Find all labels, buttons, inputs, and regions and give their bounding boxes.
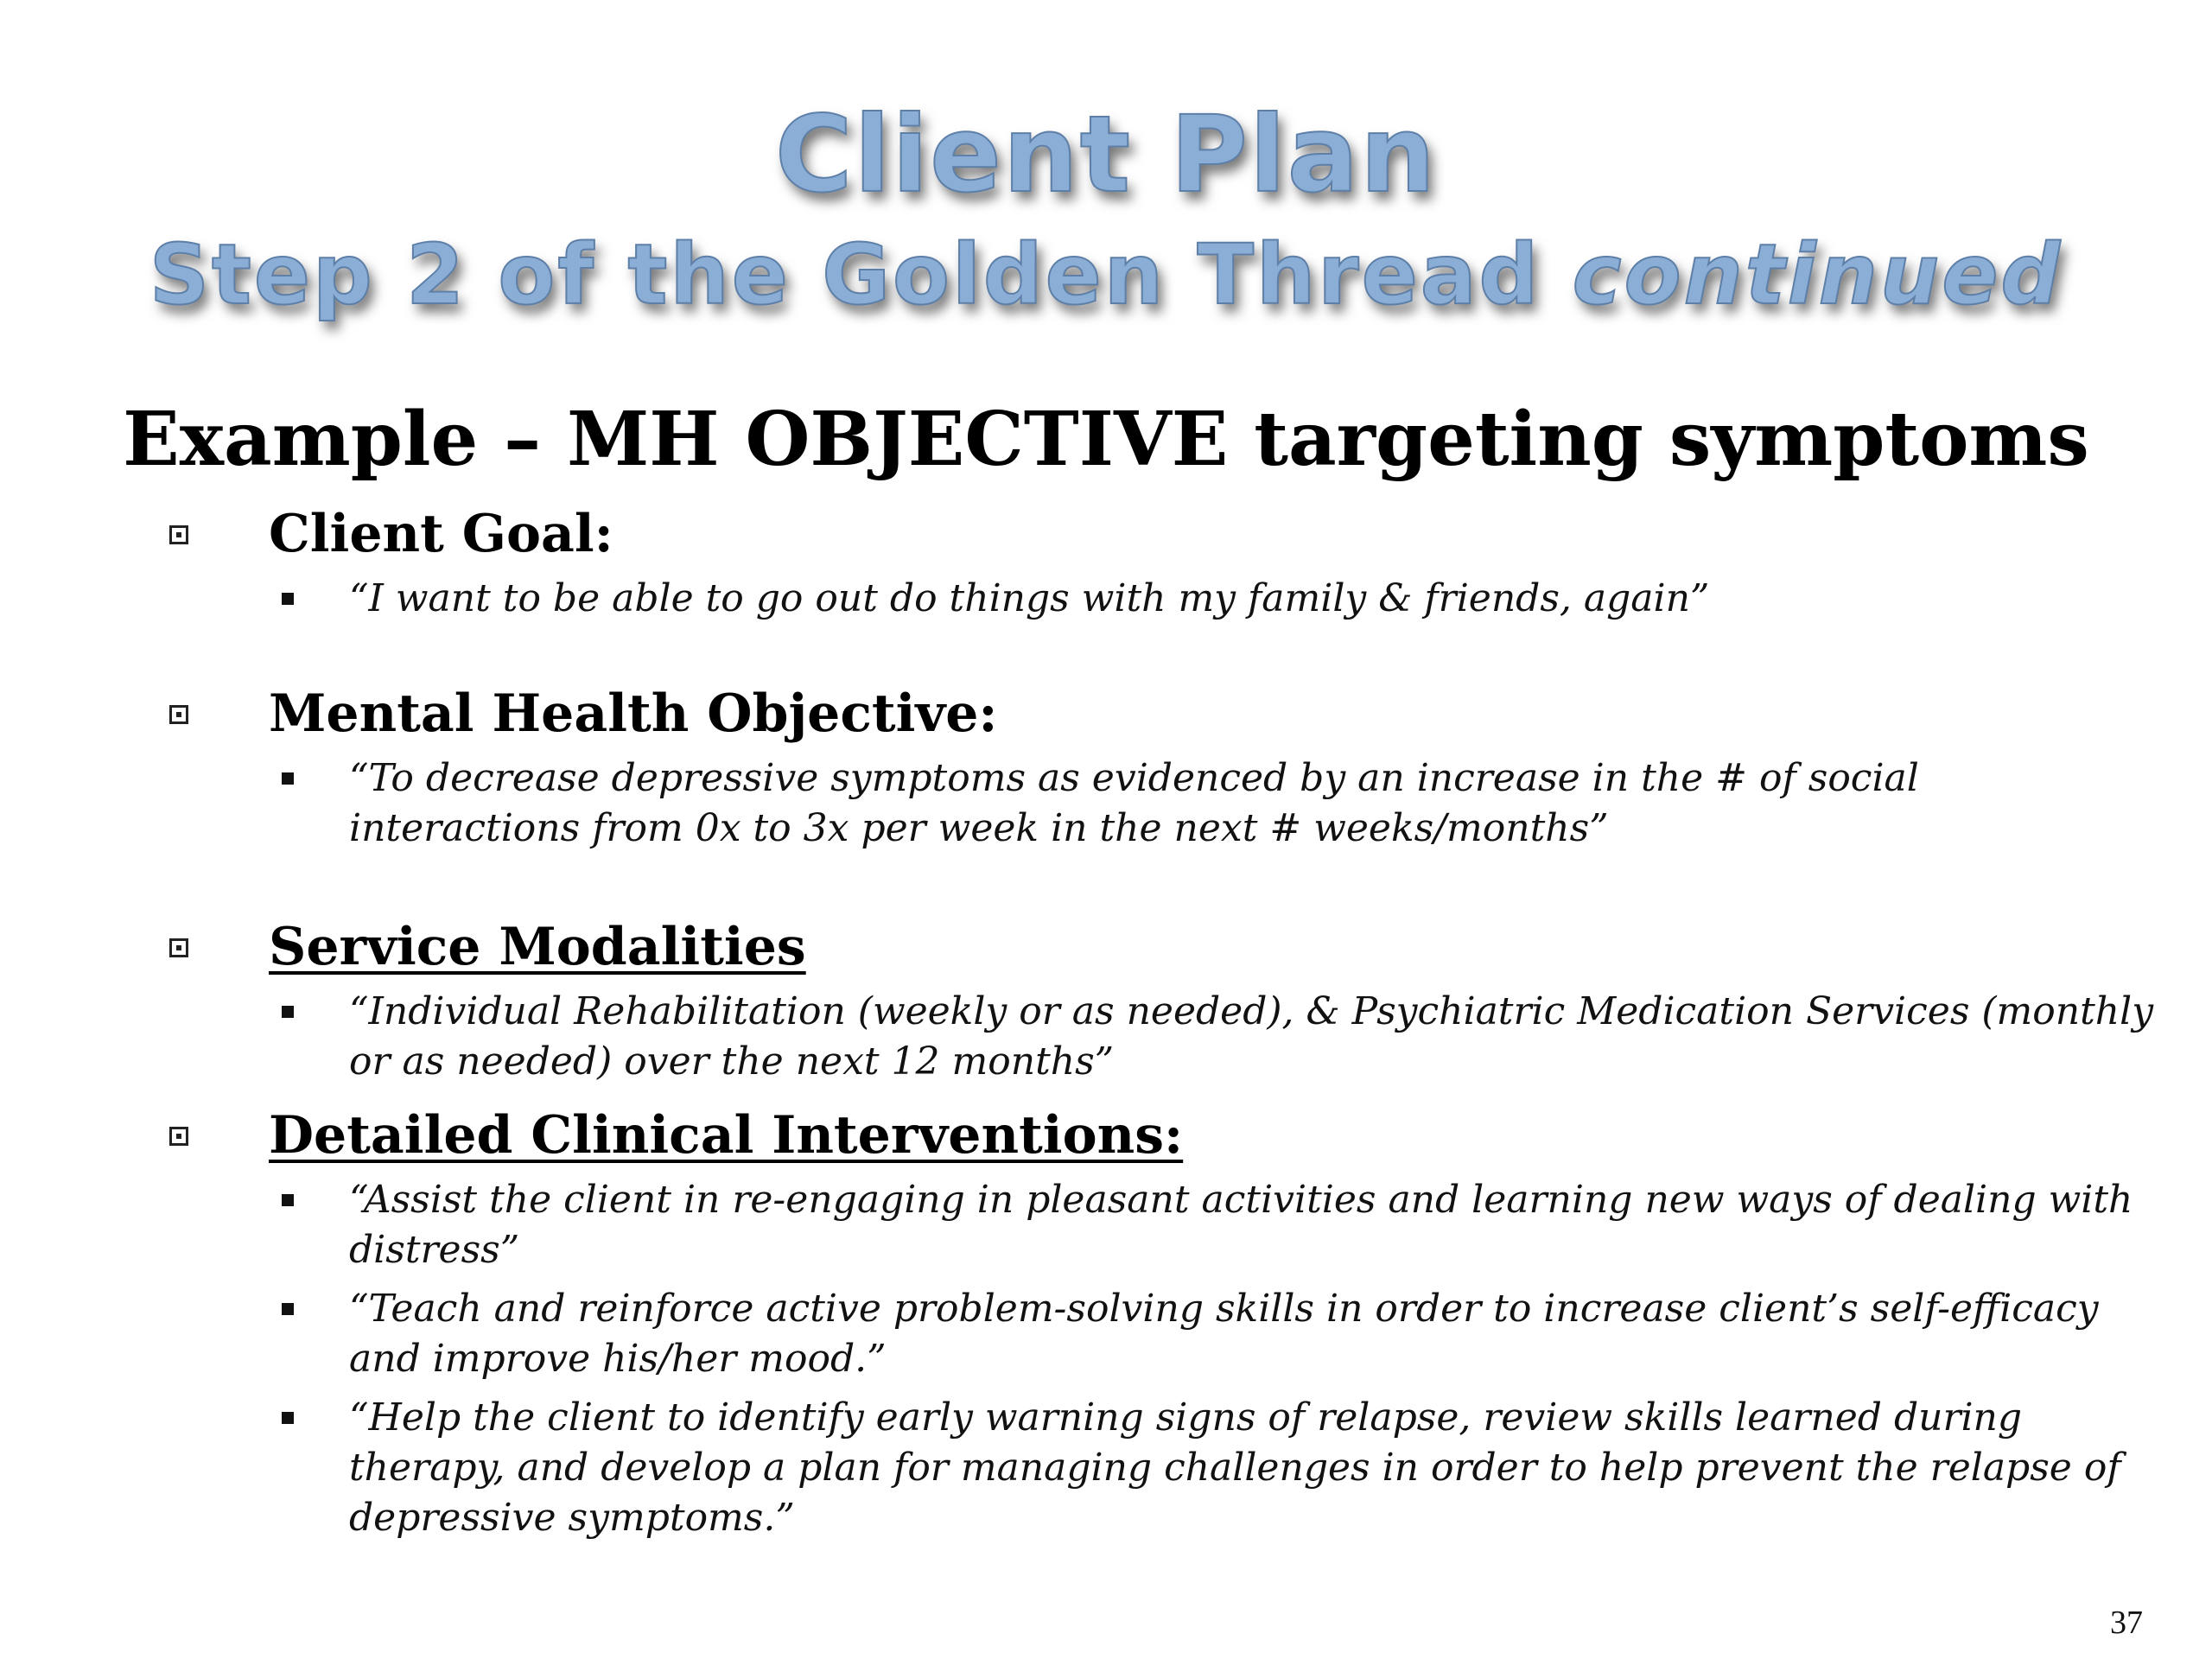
square-bullet-icon: [282, 593, 294, 605]
section-items: [169, 753, 2157, 854]
section-service-modalities: [169, 916, 2157, 1087]
list-item-text: “I want to be able to go out do things with my family & friends, again”: [349, 576, 1710, 620]
page-number: 37: [2110, 1605, 2143, 1641]
section-mh-objective: [169, 683, 2157, 854]
list-item: [169, 1284, 2157, 1384]
subtitle-text: Step 2 of the Golden Thread: [149, 226, 1573, 323]
square-bullet-icon: [282, 1412, 294, 1424]
list-item: [169, 1175, 2157, 1275]
subtitle-italic-text: continued: [1572, 226, 2063, 323]
list-item: [169, 753, 2157, 854]
box-bullet-icon: [169, 525, 188, 544]
example-heading: Example – MH OBJECTIVE targeting symptoms: [123, 396, 2089, 483]
square-bullet-icon: [282, 1006, 294, 1018]
box-bullet-icon: [169, 705, 188, 724]
section-label: [169, 1104, 2157, 1166]
box-bullet-icon: [169, 1127, 188, 1146]
list-item: [169, 574, 2157, 624]
square-bullet-icon: [282, 1194, 294, 1206]
section-label: [169, 503, 2157, 565]
box-bullet-icon: [169, 938, 188, 957]
list-item: [169, 1393, 2157, 1543]
section-label-text: Detailed Clinical Interventions:: [269, 1105, 1184, 1166]
list-item-text: “Help the client to identify early warning signs of relapse, review skills learned during therapy, and develop a plan for managing challenges in order to help prevent the relapse of depressive symptoms.”: [349, 1395, 2121, 1540]
section-clinical-interventions: [169, 1104, 2157, 1543]
section-items: [169, 1175, 2157, 1543]
section-label: [169, 916, 2157, 978]
section-items: [169, 574, 2157, 624]
list-item-text: “To decrease depressive symptoms as evidenced by an increase in the # of social interactions from 0x to 3x per week in the next # weeks/months”: [349, 756, 1919, 850]
square-bullet-icon: [282, 772, 294, 785]
section-label-text: Mental Health Objective:: [269, 683, 998, 744]
slide-title: Client Plan: [775, 93, 1437, 216]
slide-subtitle: [0, 226, 2212, 323]
list-item: [169, 987, 2157, 1087]
section-label-text: Client Goal:: [269, 504, 613, 564]
section-label-text: Service Modalities: [269, 917, 806, 977]
section-label: [169, 683, 2157, 745]
section-items: [169, 987, 2157, 1087]
square-bullet-icon: [282, 1303, 294, 1315]
section-client-goal: [169, 503, 2157, 624]
list-item-text: “Teach and reinforce active problem-solving skills in order to increase client’s self-efficacy and improve his/her mood.”: [349, 1287, 2099, 1381]
list-item-text: “Individual Rehabilitation (weekly or as needed), & Psychiatric Medication Services (monthly or as needed) over the next 12 months”: [349, 989, 2154, 1084]
list-item-text: “Assist the client in re-engaging in pleasant activities and learning new ways of dealing with distress”: [349, 1178, 2133, 1272]
